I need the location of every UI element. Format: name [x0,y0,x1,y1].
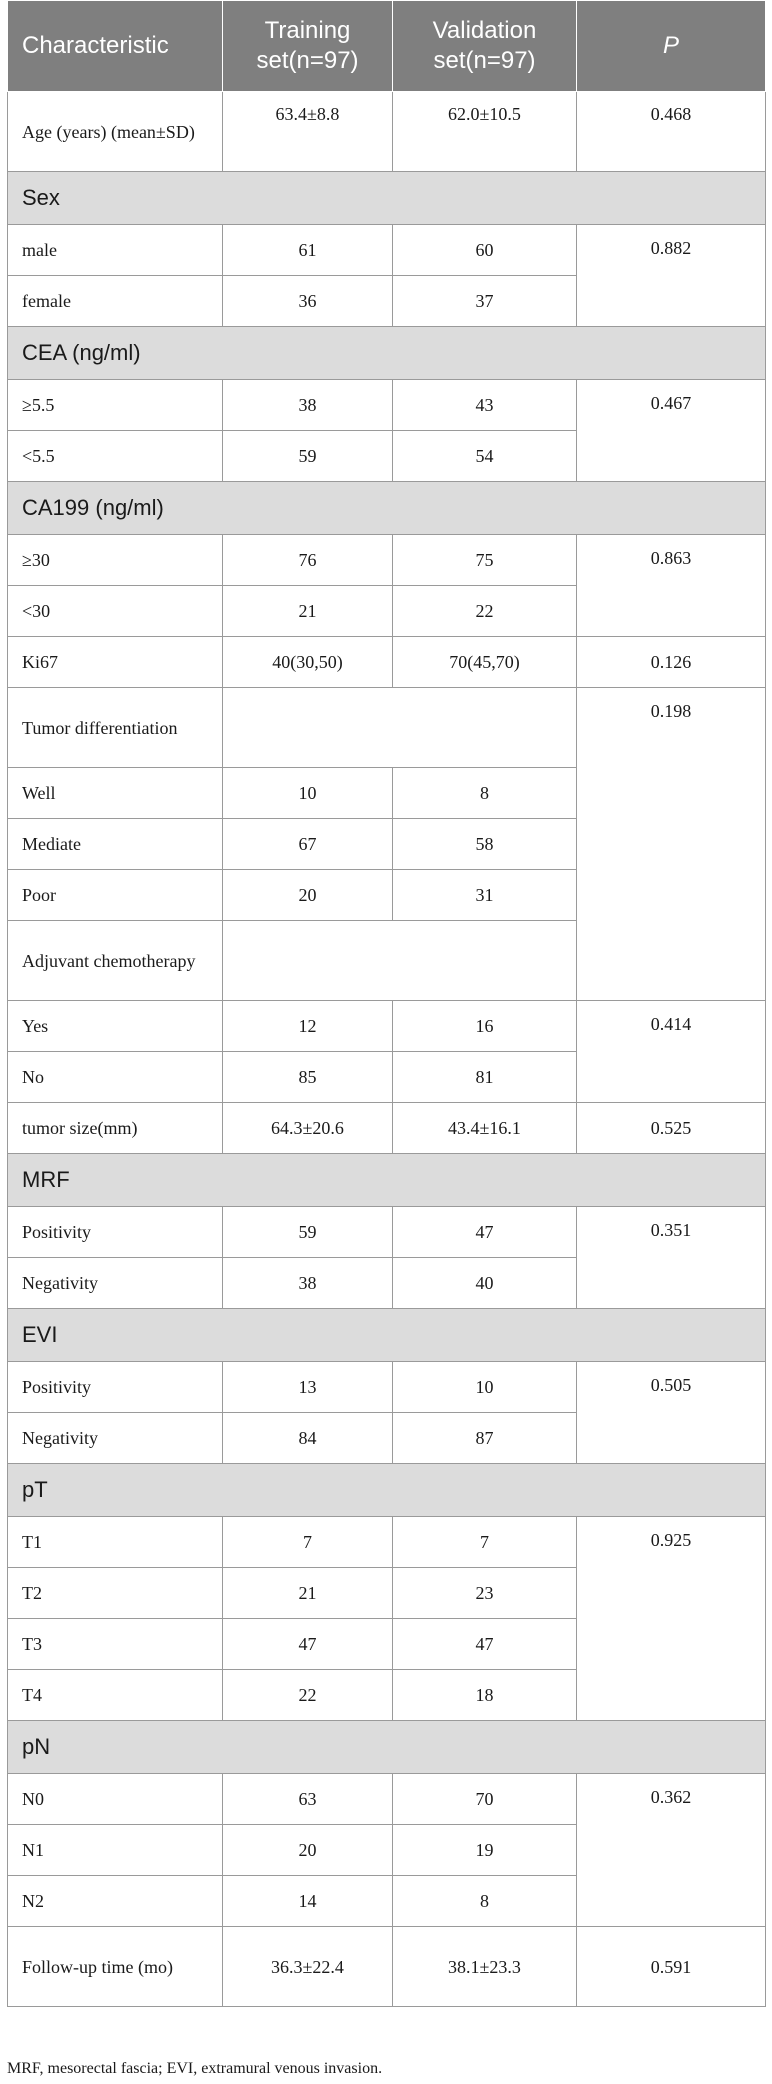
validation-value: 38.1±23.3 [393,1927,577,2007]
training-value: 59 [223,431,393,482]
training-value: 20 [223,1825,393,1876]
validation-value: 58 [393,819,577,870]
training-value: 7 [223,1517,393,1568]
table-row [8,380,766,431]
validation-value: 70(45,70) [393,637,577,688]
header-characteristic: Characteristic [8,1,223,92]
validation-value: 40 [393,1258,577,1309]
training-value: 10 [223,768,393,819]
row-label: <5.5 [8,431,223,482]
training-value: 12 [223,1001,393,1052]
table-row [8,1207,766,1258]
section-label: EVI [8,1309,766,1362]
training-value: 63.4±8.8 [223,92,393,172]
table-row [8,1774,766,1825]
training-value: 76 [223,535,393,586]
header-p: P [577,1,766,92]
validation-value: 19 [393,1825,577,1876]
table-row [8,1362,766,1413]
row-label: T2 [8,1568,223,1619]
p-value: 0.468 [577,92,766,172]
section-row [8,1464,766,1517]
section-label: CA199 (ng/ml) [8,482,766,535]
training-value: 20 [223,870,393,921]
training-value: 36 [223,276,393,327]
p-value: 0.351 [577,1207,766,1309]
section-label: pN [8,1721,766,1774]
section-row [8,482,766,535]
validation-value: 10 [393,1362,577,1413]
characteristics-table [7,0,766,2007]
table-row [8,1001,766,1052]
p-value: 0.925 [577,1517,766,1721]
p-value: 0.525 [577,1103,766,1154]
section-row [8,1309,766,1362]
validation-value: 18 [393,1670,577,1721]
row-label: male [8,225,223,276]
table-row [8,1927,766,2007]
row-label: N2 [8,1876,223,1927]
section-row [8,172,766,225]
training-value: 14 [223,1876,393,1927]
training-value: 61 [223,225,393,276]
training-value: 13 [223,1362,393,1413]
validation-value: 8 [393,768,577,819]
empty-cell [223,688,577,768]
validation-value: 75 [393,535,577,586]
row-label: ≥30 [8,535,223,586]
row-label: Poor [8,870,223,921]
validation-value: 60 [393,225,577,276]
table-row [8,1103,766,1154]
table-row [8,535,766,586]
section-label: MRF [8,1154,766,1207]
p-value: 0.198 [577,688,766,1001]
validation-value: 8 [393,1876,577,1927]
training-value: 21 [223,586,393,637]
validation-value: 81 [393,1052,577,1103]
p-value: 0.126 [577,637,766,688]
row-label: Negativity [8,1258,223,1309]
row-label: <30 [8,586,223,637]
training-value: 59 [223,1207,393,1258]
row-label: female [8,276,223,327]
row-label: N0 [8,1774,223,1825]
training-value: 40(30,50) [223,637,393,688]
section-row [8,1721,766,1774]
row-label: No [8,1052,223,1103]
validation-value: 43 [393,380,577,431]
row-label: T3 [8,1619,223,1670]
training-value: 36.3±22.4 [223,1927,393,2007]
p-value: 0.863 [577,535,766,637]
row-label: Yes [8,1001,223,1052]
section-row [8,1154,766,1207]
row-label: Mediate [8,819,223,870]
p-value: 0.505 [577,1362,766,1464]
validation-value: 47 [393,1207,577,1258]
validation-value: 16 [393,1001,577,1052]
training-value: 38 [223,380,393,431]
validation-value: 87 [393,1413,577,1464]
training-value: 84 [223,1413,393,1464]
row-label: Positivity [8,1207,223,1258]
row-label: Negativity [8,1413,223,1464]
row-label: tumor size(mm) [8,1103,223,1154]
p-value: 0.591 [577,1927,766,2007]
validation-value: 37 [393,276,577,327]
training-value: 67 [223,819,393,870]
table-row [8,1517,766,1568]
row-label: ≥5.5 [8,380,223,431]
row-label: N1 [8,1825,223,1876]
validation-value: 43.4±16.1 [393,1103,577,1154]
validation-value: 23 [393,1568,577,1619]
table-container [7,0,765,2007]
row-label: T1 [8,1517,223,1568]
table-row [8,225,766,276]
section-row [8,327,766,380]
table-row [8,92,766,172]
training-value: 22 [223,1670,393,1721]
table-row [8,688,766,768]
training-value: 64.3±20.6 [223,1103,393,1154]
validation-value: 54 [393,431,577,482]
training-value: 47 [223,1619,393,1670]
empty-cell [223,921,577,1001]
validation-value: 70 [393,1774,577,1825]
validation-value: 47 [393,1619,577,1670]
validation-value: 62.0±10.5 [393,92,577,172]
row-label: Adjuvant chemotherapy [8,921,223,1001]
header-training: Training set(n=97) [223,1,393,92]
training-value: 85 [223,1052,393,1103]
row-label: Positivity [8,1362,223,1413]
validation-value: 22 [393,586,577,637]
training-value: 63 [223,1774,393,1825]
section-label: Sex [8,172,766,225]
table-row [8,637,766,688]
row-label: Tumor differentiation [8,688,223,768]
section-label: CEA (ng/ml) [8,327,766,380]
table-footnote: MRF, mesorectal fascia; EVI, extramural venous invasion. [7,2060,383,2077]
row-label: Well [8,768,223,819]
validation-value: 7 [393,1517,577,1568]
training-value: 38 [223,1258,393,1309]
training-value: 21 [223,1568,393,1619]
row-label: T4 [8,1670,223,1721]
row-label: Ki67 [8,637,223,688]
row-label: Follow-up time (mo) [8,1927,223,2007]
section-label: pT [8,1464,766,1517]
row-label: Age (years) (mean±SD) [8,92,223,172]
validation-value: 31 [393,870,577,921]
header-validation: Validation set(n=97) [393,1,577,92]
p-value: 0.467 [577,380,766,482]
p-value: 0.414 [577,1001,766,1103]
p-value: 0.882 [577,225,766,327]
header-row [8,1,766,92]
p-value: 0.362 [577,1774,766,1927]
